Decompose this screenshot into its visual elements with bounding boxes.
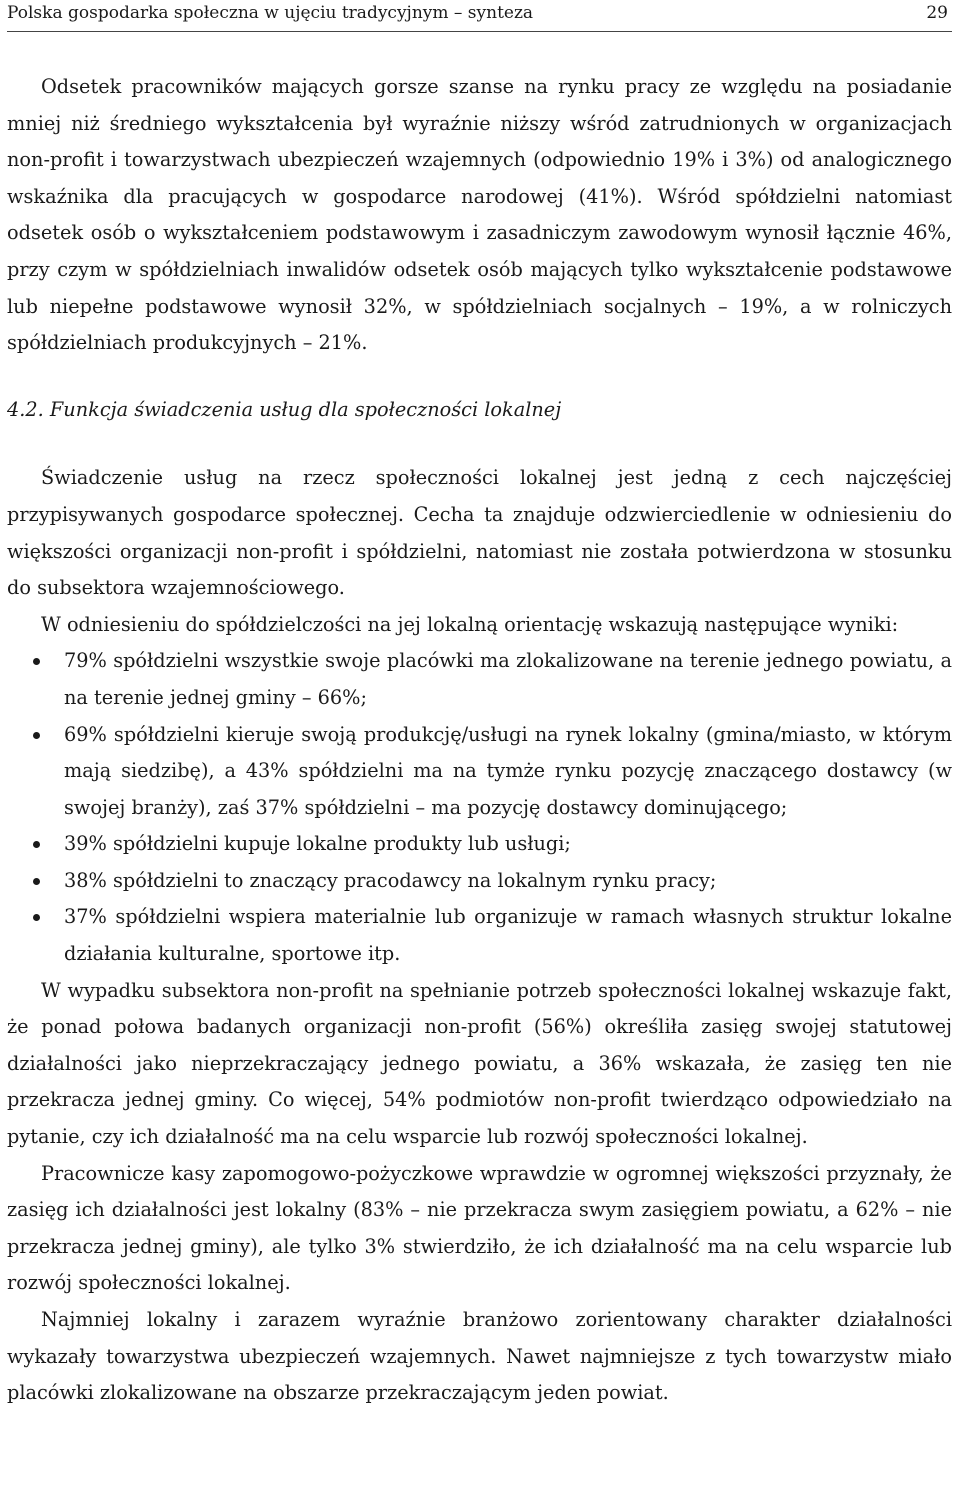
running-title: Polska gospodarka społeczna w ujęciu tradycyjnym – synteza [7, 3, 534, 23]
bullet-list [7, 643, 952, 972]
paragraph: Odsetek pracowników mających gorsze szanse na rynku pracy ze względu na posiadanie mniej niż średniego wykształcenia był wyraźnie niższy wśród zatrudnionych w organizacjach non-profit i towarzystwach ubezpieczeń wzajemnych (odpowiednio 19% i 3%) od analogicznego wskaźnika dla pracujących w gospodarce narodowej (41%). Wśród spółdzielni natomiast odsetek osób o wykształceniem podstawowym i zasadniczym zawodowym wynosił łącznie 46%, przy czym w spółdzielniach inwalidów odsetek osób mających tylko wykształcenie podstawowe lub niepełne podstawowe wynosił 32%, w spółdzielniach socjalnych – 19%, a w rolniczych spółdzielniach produkcyjnych – 21%. [7, 75, 952, 355]
paragraph: Najmniej lokalny i zarazem wyraźnie branżowo zorientowany charakter działalności wykazały towarzystwa ubezpieczeń wzajemnych. Nawet najmniejsze z tych towarzystw miało placówki zlokalizowane na obszarze przekraczającym jeden powiat. [7, 1308, 952, 1405]
bullet-icon [33, 841, 40, 848]
bullet-item [7, 826, 952, 863]
paragraph: W wypadku subsektora non-profit na spełnianie potrzeb społeczności lokalnej wskazuje fakt, że ponad połowa badanych organizacji non-profit (56%) określiła zasięg swojej statutowej działalności jako nieprzekraczający jednego powiatu, a 36% wskazała, że zasięg ten nie przekracza jednej gminy. Co więcej, 54% podmiotów non-profit twierdząco odpowiedziało na pytanie, czy ich działalność ma na celu wsparcie lub rozwój społeczności lokalnej. [7, 978, 952, 1149]
bullet-item [7, 899, 952, 972]
paragraph: Świadczenie usług na rzecz społeczności lokalnej jest jedną z cech najczęściej przypisywanych gospodarce społecznej. Cecha ta znajduje odzwierciedlenie w odniesieniu do większości organizacji non-profit i spółdzielni, natomiast nie została potwierdzona w stosunku do subsektora wzajemnościowego. [7, 466, 952, 600]
document-body [7, 69, 952, 1412]
paragraph: W odniesieniu do spółdzielczości na jej lokalną orientację wskazują następujące wyniki: [41, 612, 899, 636]
bullet-item [7, 863, 952, 900]
bullet-item [7, 717, 952, 827]
paragraph: Pracownicze kasy zapomogowo-pożyczkowe wprawdzie w ogromnej większości przyznały, że zasięg ich działalności jest lokalny (83% – nie przekracza swym zasięgiem powiatu, a 62% – nie przekracza jednej gminy), ale tylko 3% stwierdziło, że ich działalność ma na celu wsparcie lub rozwój społeczności lokalnej. [7, 1161, 952, 1295]
bullet-text: 79% spółdzielni wszystkie swoje placówki ma zlokalizowane na terenie jednego powiatu, a na terenie jednej gminy – 66%; [64, 649, 952, 709]
bullet-icon [33, 658, 40, 665]
bullet-icon [33, 732, 40, 739]
bullet-icon [33, 878, 40, 885]
page-number: 29 [926, 3, 948, 23]
bullet-text: 39% spółdzielni kupuje lokalne produkty lub usługi; [64, 832, 571, 856]
bullet-icon [33, 914, 40, 921]
bullet-item [7, 643, 952, 716]
section-heading: 4.2. Funkcja świadczenia usług dla społeczności lokalnej [7, 397, 562, 421]
bullet-text: 38% spółdzielni to znaczący pracodawcy na lokalnym rynku pracy; [64, 868, 717, 892]
bullet-text: 69% spółdzielni kieruje swoją produkcję/usługi na rynek lokalny (gmina/miasto, w którym mają siedzibę), a 43% spółdzielni ma na tymże rynku pozycję znaczącego dostawcy (w swojej branży), zaś 37% spółdzielni – ma pozycję dostawcy dominującego; [64, 722, 952, 819]
bullet-text: 37% spółdzielni wspiera materialnie lub organizuje w ramach własnych struktur lokalne działania kulturalne, sportowe itp. [64, 905, 952, 966]
running-header [7, 0, 952, 32]
